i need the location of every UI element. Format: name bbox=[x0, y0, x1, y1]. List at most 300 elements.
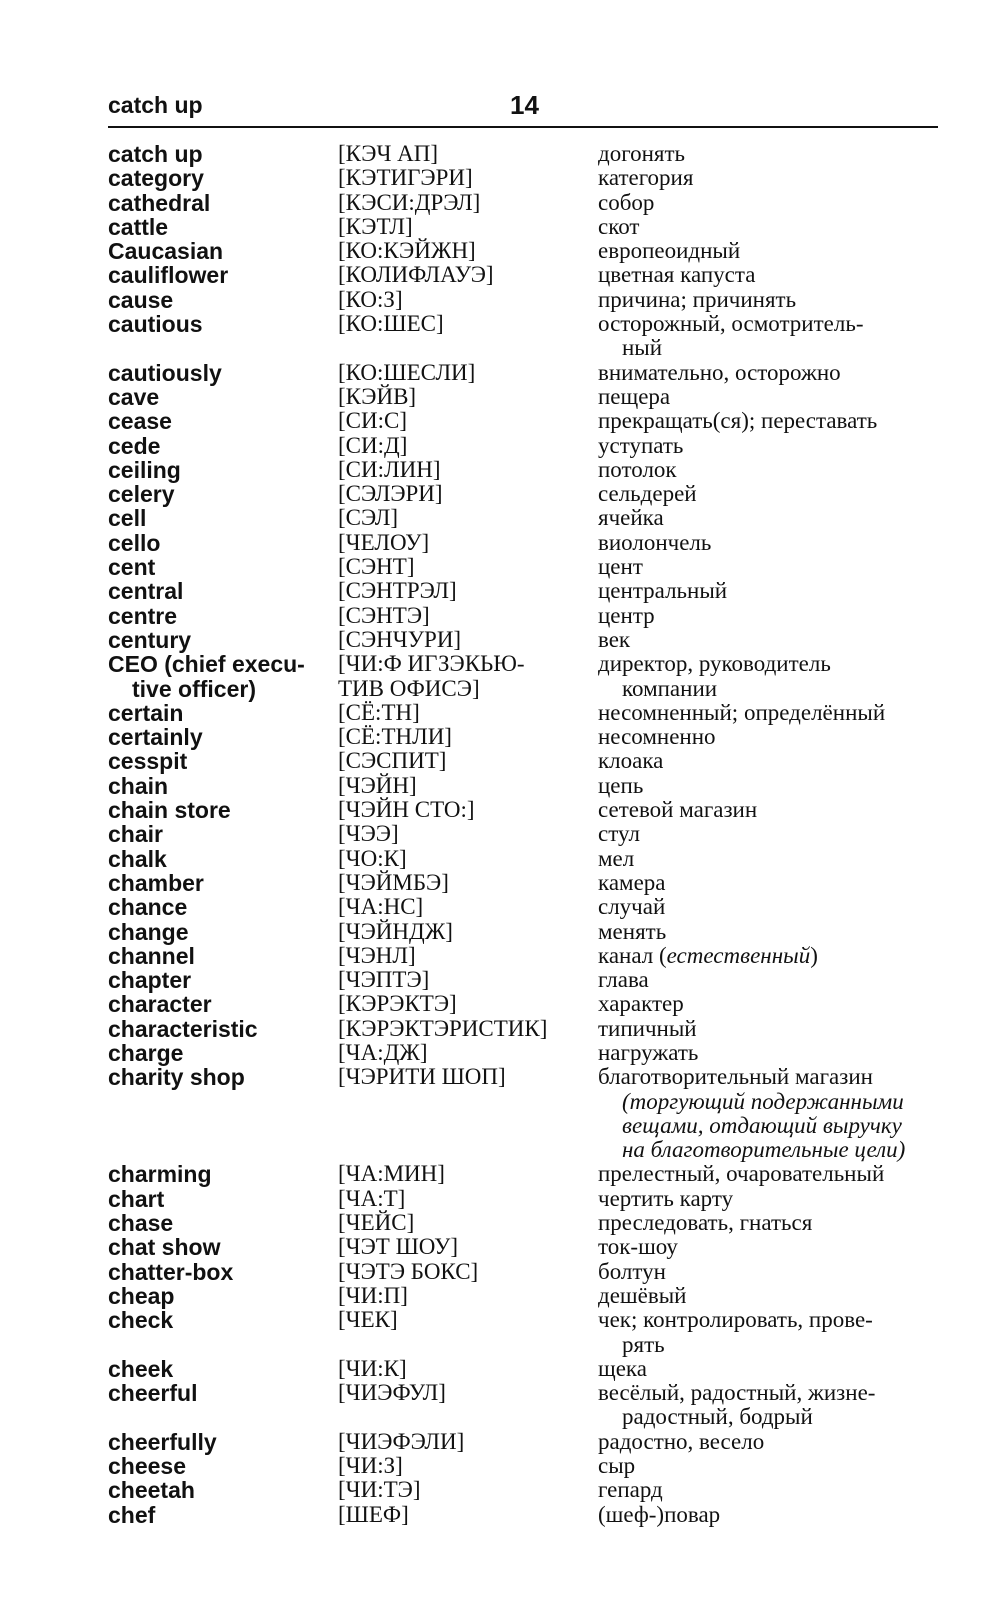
headword bbox=[108, 434, 338, 458]
headword bbox=[108, 531, 338, 555]
translation-line bbox=[598, 725, 938, 749]
headword bbox=[108, 1503, 338, 1527]
headword-line: cheerful bbox=[108, 1380, 198, 1407]
translation-text: категория bbox=[598, 165, 694, 191]
pronunciation bbox=[338, 871, 598, 895]
translation bbox=[598, 847, 938, 871]
dictionary-entry bbox=[108, 774, 938, 798]
translation-line bbox=[598, 1357, 938, 1381]
dictionary-entry bbox=[108, 895, 938, 919]
headword-line: check bbox=[108, 1307, 174, 1334]
headword bbox=[108, 288, 338, 312]
pronunciation bbox=[338, 774, 598, 798]
headword-line: catch up bbox=[108, 141, 203, 167]
pronunciation bbox=[338, 579, 598, 603]
translation-text: потолок bbox=[598, 456, 677, 482]
headword-line: cauliflower bbox=[108, 262, 229, 289]
translation-text: несомненный; определённый bbox=[598, 699, 886, 725]
pronunciation-line: [ЧИ:ТЭ] bbox=[338, 1477, 421, 1503]
pronunciation bbox=[338, 725, 598, 749]
pronunciation bbox=[338, 1454, 598, 1478]
pronunciation-line: [ЧЭРИТИ ШОП] bbox=[338, 1064, 506, 1090]
pronunciation-line: [ЧА:ДЖ] bbox=[338, 1039, 428, 1065]
headword bbox=[108, 385, 338, 409]
dictionary-entry bbox=[108, 652, 938, 701]
translation-line bbox=[598, 531, 938, 555]
dictionary-entry bbox=[108, 434, 938, 458]
translation bbox=[598, 1211, 938, 1235]
translation-text: (шеф-)повар bbox=[598, 1501, 721, 1527]
translation-line bbox=[598, 701, 938, 725]
pronunciation bbox=[338, 604, 598, 628]
translation bbox=[598, 749, 938, 773]
pronunciation bbox=[338, 531, 598, 555]
translation-line bbox=[598, 604, 938, 628]
headword bbox=[108, 1211, 338, 1235]
headword-line: cause bbox=[108, 286, 174, 313]
pronunciation bbox=[338, 1357, 598, 1381]
translation-line bbox=[598, 1333, 938, 1357]
dictionary-entry bbox=[108, 531, 938, 555]
pronunciation-line: [СИ:С] bbox=[338, 408, 407, 434]
dictionary-entry bbox=[108, 385, 938, 409]
headword bbox=[108, 215, 338, 239]
translation bbox=[598, 1308, 938, 1357]
translation-line bbox=[598, 1211, 938, 1235]
translation-line bbox=[598, 1235, 938, 1259]
translation bbox=[598, 628, 938, 652]
translation-line bbox=[598, 822, 938, 846]
dictionary-entry bbox=[108, 1430, 938, 1454]
translation bbox=[598, 944, 938, 968]
dictionary-entry bbox=[108, 579, 938, 603]
pronunciation-line: [ЧИЭФЭЛИ] bbox=[338, 1428, 465, 1454]
translation-text: клоака bbox=[598, 748, 664, 774]
translation-text: чек; контролировать, прове- bbox=[598, 1307, 873, 1333]
translation bbox=[598, 142, 938, 166]
translation-text: нагружать bbox=[598, 1039, 699, 1065]
translation-text: уступать bbox=[598, 432, 684, 458]
pronunciation bbox=[338, 385, 598, 409]
translation-text: менять bbox=[598, 918, 667, 944]
pronunciation bbox=[338, 1017, 598, 1041]
translation bbox=[598, 1235, 938, 1259]
translation-line bbox=[598, 774, 938, 798]
pronunciation-line: [КЭТЛ] bbox=[338, 213, 413, 239]
translation bbox=[598, 215, 938, 239]
translation-text: рять bbox=[622, 1331, 665, 1357]
headword-line: chapter bbox=[108, 967, 192, 994]
pronunciation bbox=[338, 822, 598, 846]
translation bbox=[598, 725, 938, 749]
pronunciation-line: [КЭРЭКТЭ] bbox=[338, 991, 457, 1017]
pronunciation-line: [ЧЭНЛ] bbox=[338, 942, 416, 968]
headword-line: cell bbox=[108, 505, 147, 532]
translation bbox=[598, 482, 938, 506]
headword bbox=[108, 1357, 338, 1381]
headword bbox=[108, 701, 338, 725]
translation-text: мел bbox=[598, 845, 635, 871]
headword bbox=[108, 847, 338, 871]
translation-line bbox=[598, 1017, 938, 1041]
dictionary-entry bbox=[108, 1235, 938, 1259]
translation bbox=[598, 409, 938, 433]
headword-line: chef bbox=[108, 1501, 156, 1528]
translation-text: сельдерей bbox=[598, 481, 697, 507]
translation bbox=[598, 1065, 938, 1162]
headword-line: characteristic bbox=[108, 1015, 258, 1042]
pronunciation bbox=[338, 288, 598, 312]
translation-text: пещера bbox=[598, 383, 671, 409]
translation-note-line: (торгующий подержанными bbox=[622, 1088, 904, 1114]
dictionary-entry bbox=[108, 822, 938, 846]
translation-line bbox=[598, 288, 938, 312]
pronunciation bbox=[338, 895, 598, 919]
translation-line bbox=[598, 239, 938, 263]
dictionary-entry bbox=[108, 1162, 938, 1186]
headword-line: celery bbox=[108, 481, 175, 508]
headword bbox=[108, 166, 338, 190]
translation-text: прелестный, очаровательный bbox=[598, 1161, 885, 1187]
translation bbox=[598, 555, 938, 579]
translation-text: цветная капуста bbox=[598, 262, 756, 288]
headword-line: cheese bbox=[108, 1453, 187, 1480]
pronunciation-line: [СЭСПИТ] bbox=[338, 748, 447, 774]
pronunciation-line: [КЭЙВ] bbox=[338, 383, 417, 409]
translation bbox=[598, 579, 938, 603]
translation-text: канал bbox=[598, 942, 659, 968]
dictionary-entry bbox=[108, 1041, 938, 1065]
translation-line bbox=[598, 1308, 938, 1332]
headword bbox=[108, 749, 338, 773]
headword-line: chair bbox=[108, 821, 163, 848]
translation bbox=[598, 1187, 938, 1211]
pronunciation-line: [ЧЭТ ШОУ] bbox=[338, 1234, 459, 1260]
pronunciation bbox=[338, 628, 598, 652]
translation-text: радостный, бодрый bbox=[622, 1404, 813, 1430]
dictionary-entry bbox=[108, 409, 938, 433]
dictionary-entry bbox=[108, 1308, 938, 1357]
headword bbox=[108, 992, 338, 1016]
translation-line bbox=[598, 1041, 938, 1065]
dictionary-entry bbox=[108, 604, 938, 628]
headword-line: chain bbox=[108, 772, 169, 799]
headword bbox=[108, 263, 338, 287]
translation bbox=[598, 1503, 938, 1527]
dictionary-entry bbox=[108, 239, 938, 263]
translation-line bbox=[598, 798, 938, 822]
dictionary-entry bbox=[108, 142, 938, 166]
headword bbox=[108, 506, 338, 530]
pronunciation-line: [СИ:Д] bbox=[338, 432, 408, 458]
translation-line bbox=[598, 263, 938, 287]
translation-text: ный bbox=[622, 335, 663, 361]
headword bbox=[108, 1065, 338, 1162]
translation-line bbox=[598, 1162, 938, 1186]
headword bbox=[108, 968, 338, 992]
pronunciation-line: [СЁ:ТНЛИ] bbox=[338, 724, 452, 750]
dictionary-entry bbox=[108, 992, 938, 1016]
pronunciation bbox=[338, 1308, 598, 1357]
dictionary-entry bbox=[108, 920, 938, 944]
pronunciation bbox=[338, 1478, 598, 1502]
translation-text: случай bbox=[598, 894, 666, 920]
translation-text: камера bbox=[598, 869, 666, 895]
translation-text: типичный bbox=[598, 1015, 697, 1041]
dictionary-entry bbox=[108, 1478, 938, 1502]
translation-line bbox=[598, 458, 938, 482]
headword-line: ceiling bbox=[108, 456, 181, 483]
dictionary-entry bbox=[108, 749, 938, 773]
dictionary-entry bbox=[108, 871, 938, 895]
dictionary-entry bbox=[108, 166, 938, 190]
translation bbox=[598, 1260, 938, 1284]
dictionary-entry bbox=[108, 1284, 938, 1308]
translation bbox=[598, 1162, 938, 1186]
pronunciation bbox=[338, 239, 598, 263]
translation-line bbox=[598, 871, 938, 895]
translation-text: сыр bbox=[598, 1453, 636, 1479]
pronunciation-line: [ЧЭЙМБЭ] bbox=[338, 869, 449, 895]
pronunciation bbox=[338, 1211, 598, 1235]
headword-line: cheetah bbox=[108, 1477, 195, 1504]
translation-italic: естественный bbox=[666, 942, 811, 968]
pronunciation-line: [ЧЭЙН] bbox=[338, 772, 417, 798]
headword bbox=[108, 239, 338, 263]
translation bbox=[598, 774, 938, 798]
translation-text: стул bbox=[598, 821, 640, 847]
translation-note-line: на благотворительные цели) bbox=[622, 1137, 906, 1163]
translation bbox=[598, 920, 938, 944]
translation-text: ток-шоу bbox=[598, 1234, 678, 1260]
headword-line: chalk bbox=[108, 845, 167, 872]
dictionary-entry bbox=[108, 215, 938, 239]
headword bbox=[108, 1162, 338, 1186]
pronunciation bbox=[338, 166, 598, 190]
translation-line bbox=[598, 385, 938, 409]
dictionary-entry bbox=[108, 847, 938, 871]
headword-line: central bbox=[108, 578, 184, 605]
translation bbox=[598, 263, 938, 287]
dictionary-entry bbox=[108, 482, 938, 506]
pronunciation bbox=[338, 847, 598, 871]
pronunciation-line: ТИВ ОФИСЭ] bbox=[338, 675, 480, 701]
translation-line bbox=[598, 944, 938, 968]
dictionary-entry bbox=[108, 1454, 938, 1478]
headword bbox=[108, 652, 338, 701]
dictionary-entries bbox=[108, 142, 938, 1527]
dictionary-entry bbox=[108, 506, 938, 530]
translation-text: характер bbox=[598, 991, 684, 1017]
dictionary-entry bbox=[108, 628, 938, 652]
headword-line: chain store bbox=[108, 797, 231, 824]
translation-paren-open: ( bbox=[658, 942, 667, 968]
translation-text: цент bbox=[598, 554, 643, 580]
pronunciation-line: [СЭЛ] bbox=[338, 505, 398, 531]
dictionary-entry bbox=[108, 1065, 938, 1162]
pronunciation-line: [СИ:ЛИН] bbox=[338, 456, 441, 482]
translation-text: центральный bbox=[598, 578, 728, 604]
headword-line: cheap bbox=[108, 1282, 175, 1309]
headword-line: cheerfully bbox=[108, 1428, 217, 1455]
translation-text: преследовать, гнаться bbox=[598, 1210, 813, 1236]
dictionary-entry bbox=[108, 944, 938, 968]
dictionary-entry bbox=[108, 1503, 938, 1527]
headword-line: certain bbox=[108, 699, 184, 726]
dictionary-entry bbox=[108, 968, 938, 992]
headword bbox=[108, 409, 338, 433]
pronunciation bbox=[338, 191, 598, 215]
pronunciation-line: [ЧИ:К] bbox=[338, 1355, 407, 1381]
translation-line bbox=[598, 336, 938, 360]
pronunciation bbox=[338, 312, 598, 361]
headword bbox=[108, 774, 338, 798]
pronunciation-line: [КО:ШЕС] bbox=[338, 311, 444, 337]
translation bbox=[598, 798, 938, 822]
translation-line bbox=[598, 482, 938, 506]
translation bbox=[598, 312, 938, 361]
pronunciation bbox=[338, 920, 598, 944]
pronunciation-line: [ЧИЭФУЛ] bbox=[338, 1380, 446, 1406]
headword-line: chance bbox=[108, 894, 188, 921]
translation bbox=[598, 1478, 938, 1502]
headword bbox=[108, 920, 338, 944]
translation bbox=[598, 604, 938, 628]
headword bbox=[108, 1260, 338, 1284]
pronunciation-line: [КО:КЭЙЖН] bbox=[338, 238, 476, 264]
pronunciation-line: [ЧИ:З] bbox=[338, 1453, 403, 1479]
translation-text: директор, руководитель bbox=[598, 651, 831, 677]
translation-text: причина; причинять bbox=[598, 286, 797, 312]
page-header bbox=[108, 90, 938, 128]
translation-line bbox=[598, 1503, 938, 1527]
translation-line bbox=[598, 312, 938, 336]
headword bbox=[108, 798, 338, 822]
translation-line bbox=[598, 1187, 938, 1211]
pronunciation-line: [ШЕФ] bbox=[338, 1501, 409, 1527]
pronunciation-line: [ЧЭПТЭ] bbox=[338, 967, 430, 993]
translation-text: компании bbox=[622, 675, 718, 701]
translation bbox=[598, 1017, 938, 1041]
headword bbox=[108, 142, 338, 166]
translation bbox=[598, 701, 938, 725]
headword-line: cease bbox=[108, 408, 172, 435]
pronunciation bbox=[338, 263, 598, 287]
translation-line bbox=[598, 1454, 938, 1478]
headword bbox=[108, 458, 338, 482]
pronunciation bbox=[338, 434, 598, 458]
dictionary-entry bbox=[108, 1381, 938, 1430]
translation-text: весёлый, радостный, жизне- bbox=[598, 1380, 876, 1406]
headword-line: charity shop bbox=[108, 1064, 245, 1091]
translation-line bbox=[598, 1430, 938, 1454]
headword-line: CEO (chief execu- bbox=[108, 651, 305, 678]
pronunciation-line: [ЧА:НС] bbox=[338, 894, 424, 920]
headword-line: cesspit bbox=[108, 748, 188, 775]
translation-line bbox=[598, 1260, 938, 1284]
translation-text: щека bbox=[598, 1355, 647, 1381]
headword bbox=[108, 361, 338, 385]
translation-paren-close: ) bbox=[810, 942, 818, 968]
translation-line bbox=[598, 677, 938, 701]
translation bbox=[598, 288, 938, 312]
headword bbox=[108, 1284, 338, 1308]
pronunciation bbox=[338, 944, 598, 968]
headword-line: character bbox=[108, 991, 212, 1018]
pronunciation-line: [ЧА:Т] bbox=[338, 1185, 406, 1211]
pronunciation-line: [КЭСИ:ДРЭЛ] bbox=[338, 189, 481, 215]
pronunciation bbox=[338, 1041, 598, 1065]
translation-line bbox=[598, 142, 938, 166]
pronunciation bbox=[338, 798, 598, 822]
pronunciation-line: [ЧО:К] bbox=[338, 845, 407, 871]
headword-line: cautious bbox=[108, 311, 203, 338]
pronunciation bbox=[338, 1284, 598, 1308]
pronunciation-line: [ЧЭЙНДЖ] bbox=[338, 918, 453, 944]
translation-text: скот bbox=[598, 213, 640, 239]
pronunciation bbox=[338, 1235, 598, 1259]
pronunciation-line: [ЧЕЛОУ] bbox=[338, 529, 430, 555]
translation bbox=[598, 531, 938, 555]
headword bbox=[108, 191, 338, 215]
translation-line bbox=[598, 749, 938, 773]
pronunciation bbox=[338, 1162, 598, 1186]
pronunciation bbox=[338, 555, 598, 579]
translation bbox=[598, 1381, 938, 1430]
headword-line: chat show bbox=[108, 1234, 221, 1261]
translation bbox=[598, 822, 938, 846]
headword bbox=[108, 725, 338, 749]
pronunciation-line: [СЭНТРЭЛ] bbox=[338, 578, 457, 604]
translation bbox=[598, 361, 938, 385]
translation-note-line: вещами, отдающий выручку bbox=[622, 1112, 902, 1138]
headword-line: cello bbox=[108, 529, 161, 556]
dictionary-entry bbox=[108, 1260, 938, 1284]
pronunciation bbox=[338, 506, 598, 530]
headword bbox=[108, 944, 338, 968]
pronunciation-line: [СЁ:ТН] bbox=[338, 699, 420, 725]
translation-text: глава bbox=[598, 967, 649, 993]
headword bbox=[108, 895, 338, 919]
dictionary-entry bbox=[108, 555, 938, 579]
translation-line bbox=[598, 166, 938, 190]
translation-text: гепард bbox=[598, 1477, 663, 1503]
translation-text: дешёвый bbox=[598, 1282, 687, 1308]
pronunciation-line: [ЧЭЙН СТО:] bbox=[338, 797, 475, 823]
headword bbox=[108, 1454, 338, 1478]
pronunciation bbox=[338, 361, 598, 385]
headword bbox=[108, 1041, 338, 1065]
headword bbox=[108, 1017, 338, 1041]
translation-line bbox=[598, 1478, 938, 1502]
translation bbox=[598, 506, 938, 530]
pronunciation-line: [КЭЧ АП] bbox=[338, 141, 439, 166]
headword bbox=[108, 1308, 338, 1357]
dictionary-entry bbox=[108, 1211, 938, 1235]
dictionary-entry bbox=[108, 288, 938, 312]
translation-text: сетевой магазин bbox=[598, 797, 758, 823]
headword bbox=[108, 628, 338, 652]
dictionary-entry bbox=[108, 458, 938, 482]
headword bbox=[108, 555, 338, 579]
headword-line: certainly bbox=[108, 724, 203, 751]
headword-line: cave bbox=[108, 383, 160, 410]
dictionary-entry bbox=[108, 361, 938, 385]
pronunciation-line: [СЭНТЭ] bbox=[338, 602, 430, 628]
pronunciation-line: [ЧЭЭ] bbox=[338, 821, 399, 847]
translation-text: собор bbox=[598, 189, 655, 215]
translation-text: прекращать(ся); переставать bbox=[598, 408, 878, 434]
